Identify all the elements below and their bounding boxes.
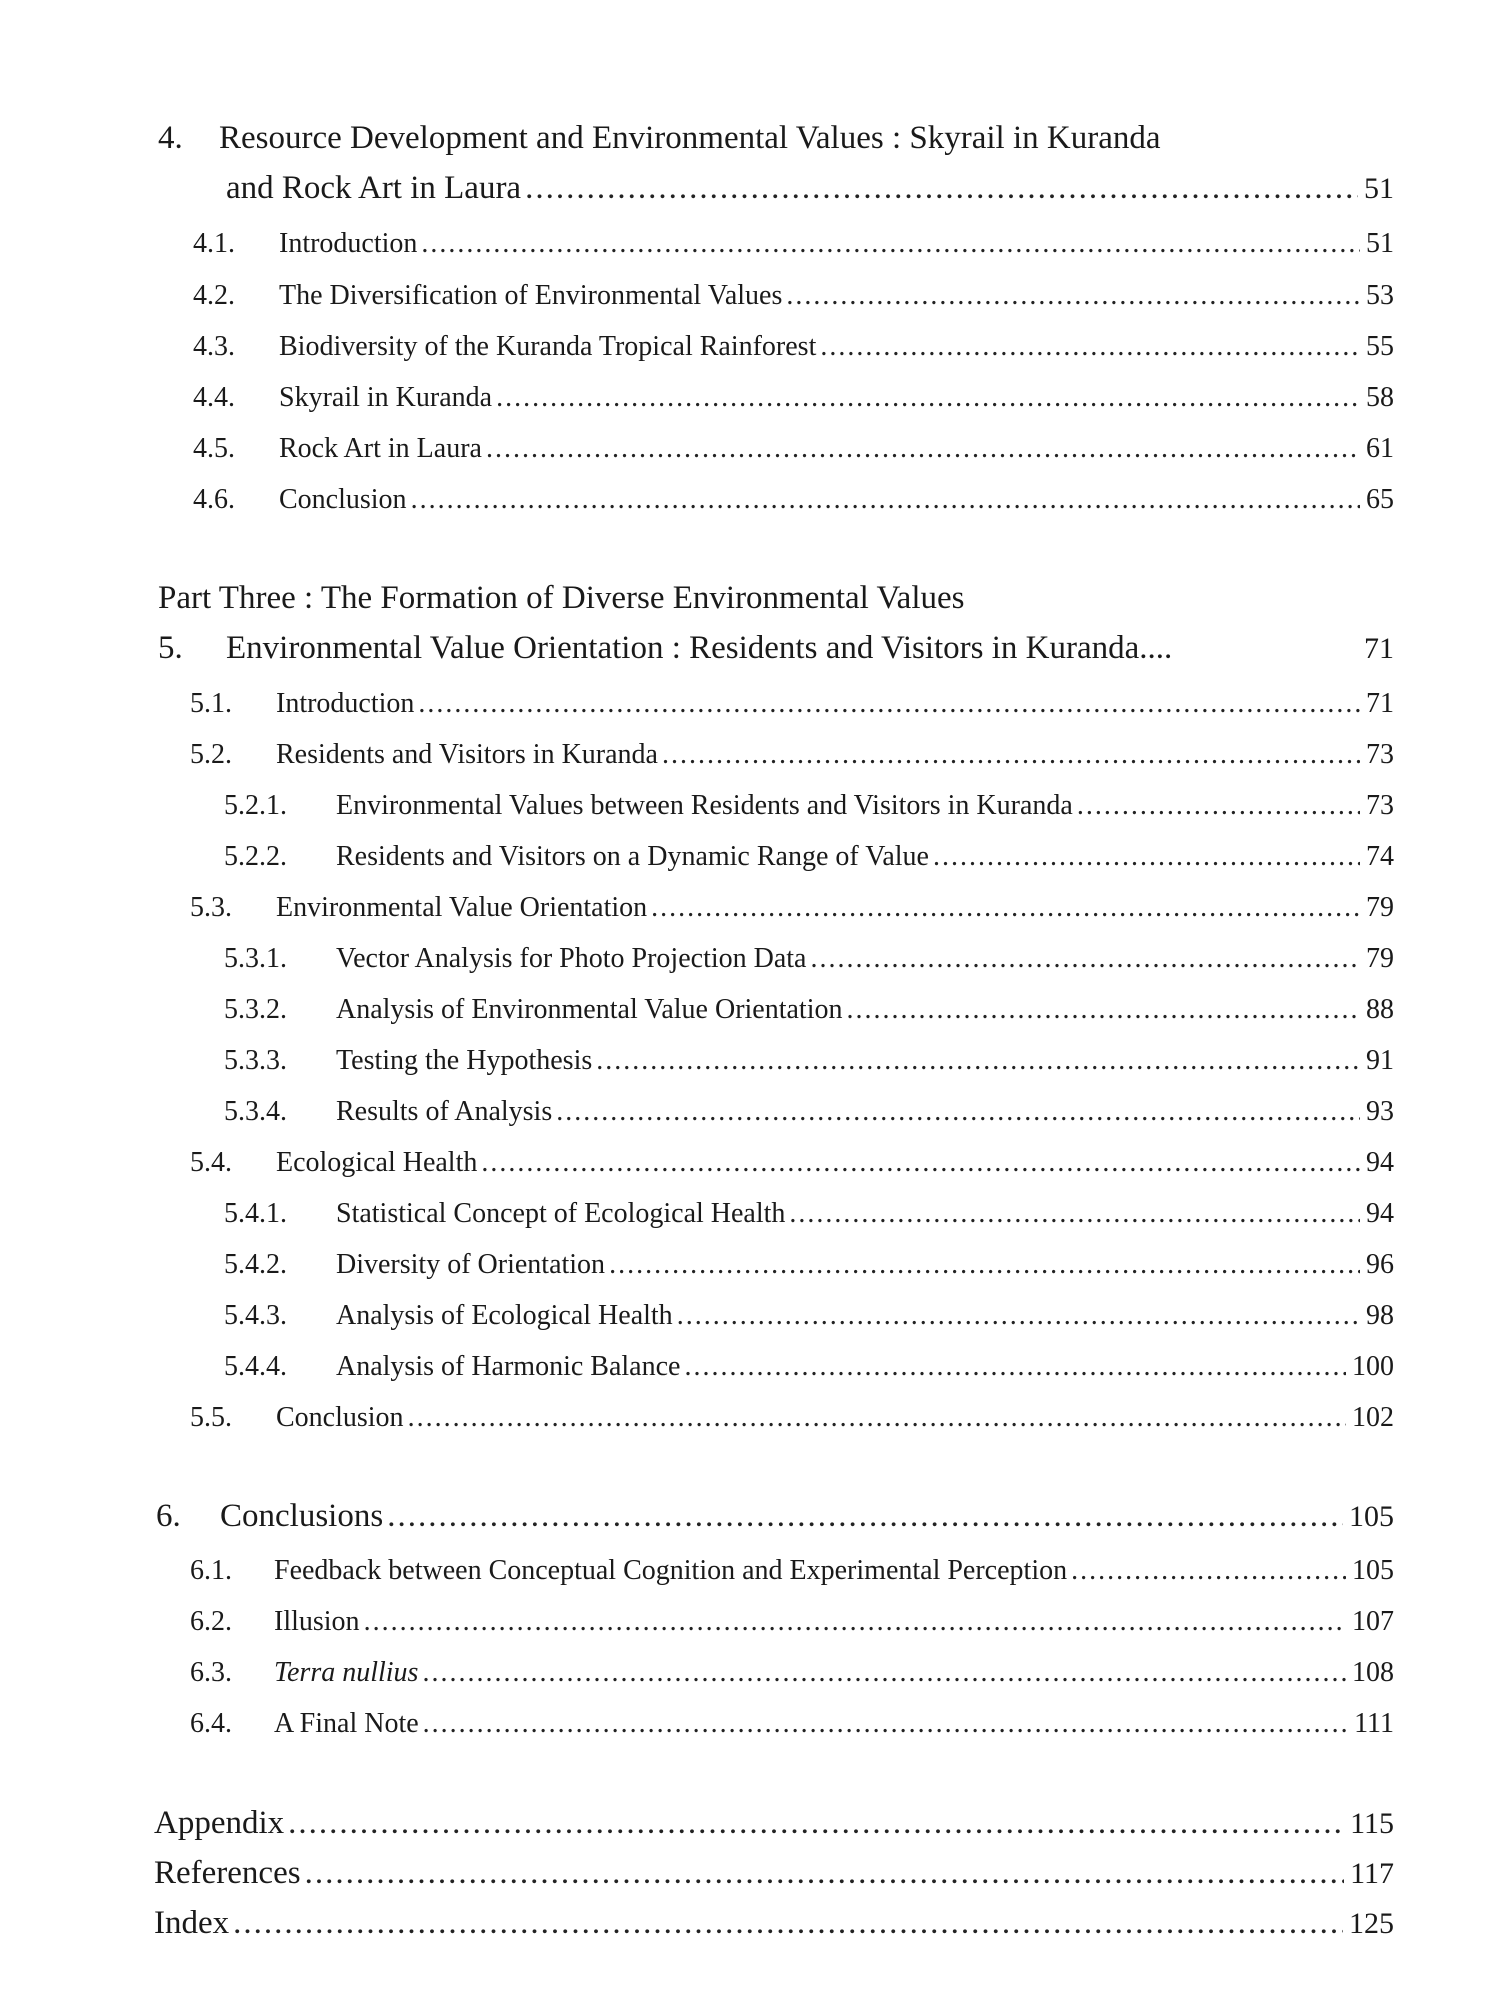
dot-leader [423, 1708, 1348, 1740]
ch4-heading-line1 [158, 120, 1160, 157]
entry-number: 5.4. [190, 1147, 232, 1178]
dot-leader [305, 1855, 1345, 1892]
ch4-number: 4. [158, 120, 183, 156]
dot-leader [820, 331, 1360, 363]
toc-entry-5-4-2[interactable] [224, 1249, 1394, 1281]
entry-number: 5.4.4. [224, 1351, 287, 1382]
dot-leader [556, 1096, 1360, 1128]
toc-entry-5-3-3[interactable] [224, 1045, 1394, 1077]
dot-leader [677, 1300, 1360, 1332]
entry-number: 5.4.3. [224, 1300, 287, 1331]
entry-page: 91 [1366, 1045, 1394, 1076]
entry-title: Results of Analysis [336, 1096, 553, 1127]
dot-leader [496, 382, 1360, 414]
entry-title: Analysis of Environmental Value Orientation [336, 994, 843, 1025]
entry-page: 53 [1366, 280, 1394, 311]
toc-entry-5-4[interactable] [190, 1147, 1394, 1179]
dot-leader [609, 1249, 1360, 1281]
dot-leader [233, 1905, 1343, 1942]
entry-title: Residents and Visitors in Kuranda [276, 739, 658, 770]
entry-title: Appendix [154, 1805, 285, 1841]
dot-leader [662, 739, 1360, 771]
toc-entry-6-4[interactable] [190, 1708, 1394, 1740]
entry-title: The Diversification of Environmental Values [279, 280, 783, 311]
dot-leader [421, 228, 1360, 260]
toc-entry-ch6[interactable] [156, 1498, 1394, 1535]
dot-leader [481, 1147, 1360, 1179]
entry-title: References [154, 1855, 301, 1891]
entry-number: 5.1. [190, 688, 232, 719]
entry-number: 5.3. [190, 892, 232, 923]
entry-title: Testing the Hypothesis [336, 1045, 593, 1076]
entry-page: 61 [1366, 433, 1394, 464]
entry-page: 125 [1349, 1907, 1394, 1940]
entry-number: 5.2.2. [224, 841, 287, 872]
entry-title: Conclusion [279, 484, 407, 515]
ch5-title: Environmental Value Orientation : Residents and Visitors in Kuranda.... [226, 630, 1173, 666]
toc-entry-4-4[interactable] [193, 382, 1394, 414]
toc-entry-5-2-1[interactable] [224, 790, 1394, 822]
toc-entry-index[interactable] [154, 1905, 1394, 1942]
entry-title: Environmental Value Orientation [276, 892, 648, 923]
part-three-heading: Part Three : The Formation of Diverse Environmental Values [158, 580, 965, 616]
entry-number: 4.6. [193, 484, 235, 515]
entry-title: Rock Art in Laura [279, 433, 482, 464]
entry-title: A Final Note [274, 1708, 419, 1739]
dot-leader [387, 1498, 1343, 1535]
entry-page: 71 [1366, 688, 1394, 719]
entry-page: 94 [1366, 1198, 1394, 1229]
ch4-title-line1: Resource Development and Environmental Values : Skyrail in Kuranda [219, 120, 1161, 156]
dot-leader [411, 484, 1360, 516]
entry-page: 98 [1366, 1300, 1394, 1331]
dot-leader [525, 170, 1358, 207]
entry-title: Diversity of Orientation [336, 1249, 606, 1280]
dot-leader [422, 1657, 1346, 1689]
toc-entry-5-5[interactable] [190, 1402, 1394, 1434]
entry-page: 100 [1352, 1351, 1394, 1382]
entry-page: 55 [1366, 331, 1394, 362]
entry-page: 105 [1352, 1555, 1394, 1586]
entry-number: 4.3. [193, 331, 235, 362]
toc-entry-ch4[interactable] [226, 170, 1394, 207]
entry-number: 4.1. [193, 228, 235, 259]
dot-leader [847, 994, 1361, 1026]
dot-leader [596, 1045, 1360, 1077]
toc-entry-appendix[interactable] [154, 1805, 1394, 1842]
dot-leader [933, 841, 1360, 873]
entry-number: 5.4.2. [224, 1249, 287, 1280]
entry-page: 115 [1350, 1807, 1394, 1840]
dot-leader [408, 1402, 1346, 1434]
toc-entry-5-2[interactable] [190, 739, 1394, 771]
entry-page: 58 [1366, 382, 1394, 413]
entry-number: 5.2. [190, 739, 232, 770]
entry-page: 93 [1366, 1096, 1394, 1127]
entry-number: 6.1. [190, 1555, 232, 1586]
dot-leader [1071, 1555, 1346, 1587]
toc-entry-5-3-1[interactable] [224, 943, 1394, 975]
toc-entry-5-3-2[interactable] [224, 994, 1394, 1026]
entry-number: 4.5. [193, 433, 235, 464]
dot-leader [810, 943, 1360, 975]
entry-page: 96 [1366, 1249, 1394, 1280]
entry-title: Biodiversity of the Kuranda Tropical Rainforest [279, 331, 817, 362]
toc-entry-5-3[interactable] [190, 892, 1394, 924]
ch5-number: 5. [158, 630, 183, 666]
entry-page: 108 [1352, 1657, 1394, 1688]
entry-number: 4.4. [193, 382, 235, 413]
toc-entry-ch5[interactable] [158, 630, 1394, 667]
entry-page: 88 [1366, 994, 1394, 1025]
dot-leader [1077, 790, 1360, 822]
entry-title: Illusion [274, 1606, 360, 1637]
ch4-page: 51 [1364, 172, 1394, 205]
dot-leader [288, 1805, 1344, 1842]
entry-title: Skyrail in Kuranda [279, 382, 493, 413]
entry-page: 94 [1366, 1147, 1394, 1178]
entry-title: Introduction [279, 228, 418, 259]
entry-title: Analysis of Harmonic Balance [336, 1351, 681, 1382]
entry-page: 79 [1366, 943, 1394, 974]
dot-leader [684, 1351, 1346, 1383]
toc-entry-6-2[interactable] [190, 1606, 1394, 1638]
toc-entry-5-2-2[interactable] [224, 841, 1394, 873]
entry-page: 107 [1352, 1606, 1394, 1637]
toc-entry-5-4-1[interactable] [224, 1198, 1394, 1230]
dot-leader [418, 688, 1360, 720]
entry-page: 51 [1366, 228, 1394, 259]
entry-number: 5.3.2. [224, 994, 287, 1025]
ch6-page: 105 [1349, 1500, 1394, 1533]
dot-leader [786, 280, 1360, 312]
toc-entry-6-3[interactable] [190, 1657, 1394, 1689]
toc-entry-references[interactable] [154, 1855, 1394, 1892]
dot-leader [364, 1606, 1346, 1638]
entry-page: 65 [1366, 484, 1394, 515]
entry-number: 6.3. [190, 1657, 232, 1688]
entry-number: 6.2. [190, 1606, 232, 1637]
entry-page: 74 [1366, 841, 1394, 872]
entry-title: Vector Analysis for Photo Projection Data [336, 943, 807, 974]
entry-page: 117 [1350, 1857, 1394, 1890]
toc-entry-4-3[interactable] [193, 331, 1394, 363]
toc-entry-5-4-4[interactable] [224, 1351, 1394, 1383]
entry-number: 5.5. [190, 1402, 232, 1433]
entry-number: 4.2. [193, 280, 235, 311]
entry-title: Introduction [276, 688, 415, 719]
toc-entry-4-1[interactable] [193, 228, 1394, 260]
entry-number: 5.3.1. [224, 943, 287, 974]
entry-page: 102 [1352, 1402, 1394, 1433]
dot-leader [651, 892, 1360, 924]
dot-leader [789, 1198, 1360, 1230]
entry-page: 111 [1354, 1708, 1394, 1739]
toc-entry-4-5[interactable] [193, 433, 1394, 465]
entry-title: Conclusion [276, 1402, 404, 1433]
entry-title: Ecological Health [276, 1147, 478, 1178]
dot-leader [486, 433, 1360, 465]
ch6-title: Conclusions [220, 1498, 384, 1534]
toc-entry-5-3-4[interactable] [224, 1096, 1394, 1128]
entry-number: 5.3.4. [224, 1096, 287, 1127]
entry-number: 6.4. [190, 1708, 232, 1739]
entry-title: Terra nullius [274, 1657, 419, 1688]
entry-page: 73 [1366, 790, 1394, 821]
entry-title: Index [154, 1905, 230, 1941]
entry-title: Environmental Values between Residents and Visitors in Kuranda [336, 790, 1073, 821]
ch6-number: 6. [156, 1498, 181, 1534]
entry-page: 73 [1366, 739, 1394, 770]
entry-number: 5.2.1. [224, 790, 287, 821]
entry-title: Feedback between Conceptual Cognition and Experimental Perception [274, 1555, 1068, 1586]
ch4-title-line2: and Rock Art in Laura [226, 170, 522, 206]
toc-entry-5-4-3[interactable] [224, 1300, 1394, 1332]
ch5-page: 71 [1364, 632, 1394, 665]
entry-number: 5.4.1. [224, 1198, 287, 1229]
entry-title: Statistical Concept of Ecological Health [336, 1198, 786, 1229]
toc-entry-4-2[interactable] [193, 280, 1394, 312]
toc-entry-6-1[interactable] [190, 1555, 1394, 1587]
entry-title: Analysis of Ecological Health [336, 1300, 673, 1331]
toc-entry-4-6[interactable] [193, 484, 1394, 516]
entry-number: 5.3.3. [224, 1045, 287, 1076]
toc-entry-5-1[interactable] [190, 688, 1394, 720]
entry-page: 79 [1366, 892, 1394, 923]
entry-title: Residents and Visitors on a Dynamic Range of Value [336, 841, 929, 872]
